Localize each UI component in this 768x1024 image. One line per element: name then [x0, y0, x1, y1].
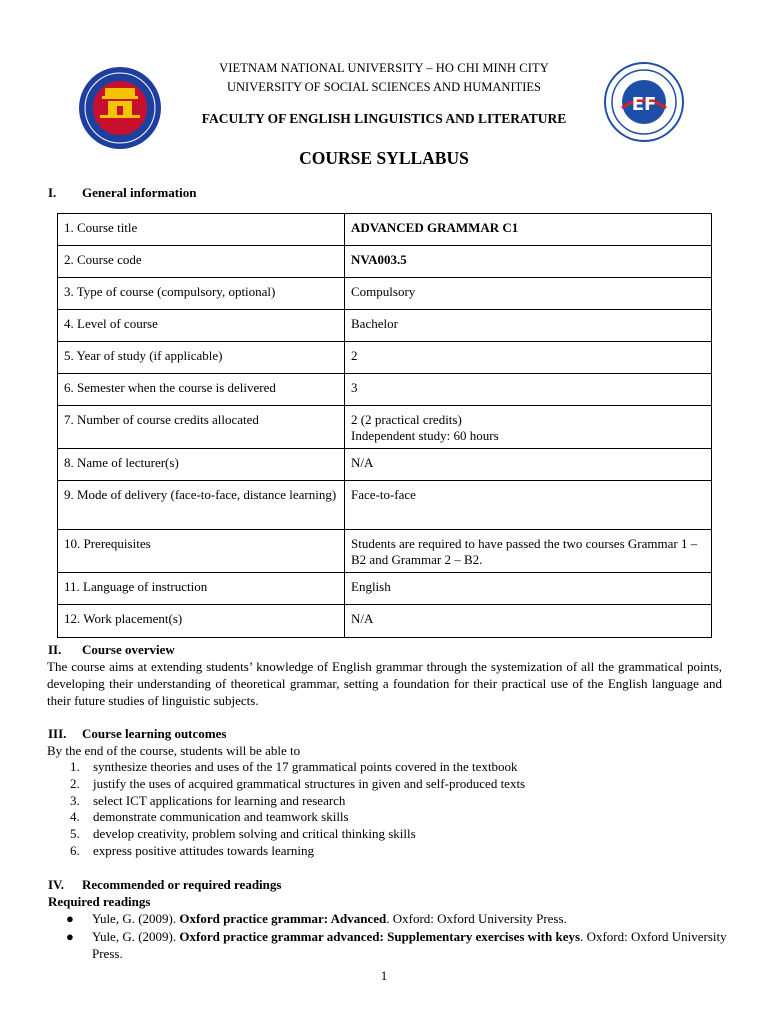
reading-publisher: . Oxford: Oxford University Press.	[386, 911, 567, 926]
row-key: 10. Prerequisites	[58, 530, 345, 573]
table-row	[58, 573, 712, 605]
list-item	[70, 809, 525, 826]
item-number: 3.	[70, 792, 80, 808]
row-value	[345, 406, 712, 449]
item-text: express positive attitudes towards learning	[93, 842, 314, 858]
row-key: 3. Type of course (compulsory, optional)	[58, 278, 345, 310]
university-name: VIETNAM NATIONAL UNIVERSITY – HO CHI MINH CITY	[219, 61, 549, 75]
table-row	[58, 481, 712, 530]
row-key: 2. Course code	[58, 246, 345, 278]
reading-author: Yule, G. (2009).	[92, 929, 180, 944]
reading-author: Yule, G. (2009).	[92, 911, 180, 926]
row-key: 6. Semester when the course is delivered	[58, 374, 345, 406]
row-value: 2	[345, 342, 712, 374]
row-key: 9. Mode of delivery (face-to-face, distance learning)	[58, 481, 345, 530]
outcomes-intro: By the end of the course, students will be able to	[47, 743, 301, 758]
reading-title: Oxford practice grammar advanced: Supplementary exercises with keys	[179, 929, 581, 944]
row-key: 5. Year of study (if applicable)	[58, 342, 345, 374]
item-text: demonstrate communication and teamwork skills	[93, 809, 349, 825]
row-key: 1. Course title	[58, 214, 345, 246]
row-value: N/A	[345, 449, 712, 481]
item-number: 2.	[70, 775, 80, 791]
row-key: 12. Work placement(s)	[58, 605, 345, 638]
table-row	[58, 246, 712, 278]
bullet-icon: ●	[66, 911, 74, 926]
table-row	[58, 278, 712, 310]
section-number: I.	[48, 185, 57, 200]
credits-line: 2 (2 practical credits)	[351, 412, 462, 427]
list-item	[70, 793, 525, 810]
table-row	[58, 310, 712, 342]
document-title: COURSE SYLLABUS	[299, 148, 469, 168]
list-item	[70, 843, 525, 860]
school-name: UNIVERSITY OF SOCIAL SCIENCES AND HUMANITIES	[226, 80, 541, 94]
section-number: IV.	[48, 877, 65, 892]
item-text: select ICT applications for learning and research	[93, 792, 346, 808]
table-row	[58, 530, 712, 573]
section-label: General information	[82, 185, 197, 200]
table-row	[58, 214, 712, 246]
table-row	[58, 342, 712, 374]
section-readings-heading	[48, 877, 281, 893]
reading-title: Oxford practice grammar: Advanced	[179, 911, 387, 926]
item-number: 5.	[70, 826, 80, 842]
ussh-logo	[78, 66, 162, 150]
section-label: Course learning outcomes	[82, 726, 227, 741]
required-readings-label: Required readings	[48, 894, 151, 909]
section-outcomes-heading	[48, 726, 226, 742]
overview-paragraph: The course aims at extending students’ knowledge of English grammar through the systemization of all the grammatical points, developing their understanding of theoretical grammar, setting a foundation for their practical use of the English language and their future studies of linguistic subjects.	[47, 659, 722, 708]
row-value: NVA003.5	[345, 246, 712, 278]
table-row	[58, 406, 712, 449]
row-key: 7. Number of course credits allocated	[58, 406, 345, 449]
item-number: 4.	[70, 809, 80, 825]
row-value: Compulsory	[345, 278, 712, 310]
row-value: Bachelor	[345, 310, 712, 342]
list-item	[70, 759, 525, 776]
reading-citation	[92, 911, 732, 928]
table-row	[58, 449, 712, 481]
faculty-name: FACULTY OF ENGLISH LINGUISTICS AND LITERATURE	[201, 111, 567, 126]
reading-publisher: . Oxford: Oxford University Press.	[92, 929, 727, 961]
row-key: 11. Language of instruction	[58, 573, 345, 605]
row-value: Students are required to have passed the two courses Grammar 1 – B2 and Grammar 2 – B2.	[345, 530, 712, 573]
table-row	[58, 605, 712, 638]
item-text: justify the uses of acquired grammatical structures in given and self-produced texts	[93, 775, 526, 791]
list-item	[70, 826, 525, 843]
section-general-heading	[48, 185, 196, 201]
reading-citation	[92, 929, 732, 962]
row-value: 3	[345, 374, 712, 406]
row-key: 4. Level of course	[58, 310, 345, 342]
item-number: 6.	[70, 842, 80, 858]
section-label: Recommended or required readings	[82, 877, 282, 892]
row-value: Face-to-face	[345, 481, 712, 530]
bullet-icon: ●	[66, 929, 74, 944]
row-value: English	[345, 573, 712, 605]
list-item	[70, 776, 525, 793]
general-info-table	[57, 213, 712, 638]
section-label: Course overview	[82, 642, 175, 657]
outcomes-list	[70, 759, 525, 860]
row-value: N/A	[345, 605, 712, 638]
svg-text:EF: EF	[631, 94, 657, 115]
section-number: III.	[48, 726, 67, 741]
independent-study-line: Independent study: 60 hours	[351, 428, 499, 443]
page-number: 1	[380, 968, 388, 983]
section-number: II.	[48, 642, 62, 657]
item-text: synthesize theories and uses of the 17 grammatical points covered in the textbook	[93, 759, 518, 774]
table-row	[58, 374, 712, 406]
section-overview-heading	[48, 642, 175, 658]
item-text: develop creativity, problem solving and critical thinking skills	[93, 826, 416, 842]
row-key: 8. Name of lecturer(s)	[58, 449, 345, 481]
row-value: ADVANCED GRAMMAR C1	[345, 214, 712, 246]
item-number: 1.	[70, 759, 80, 774]
